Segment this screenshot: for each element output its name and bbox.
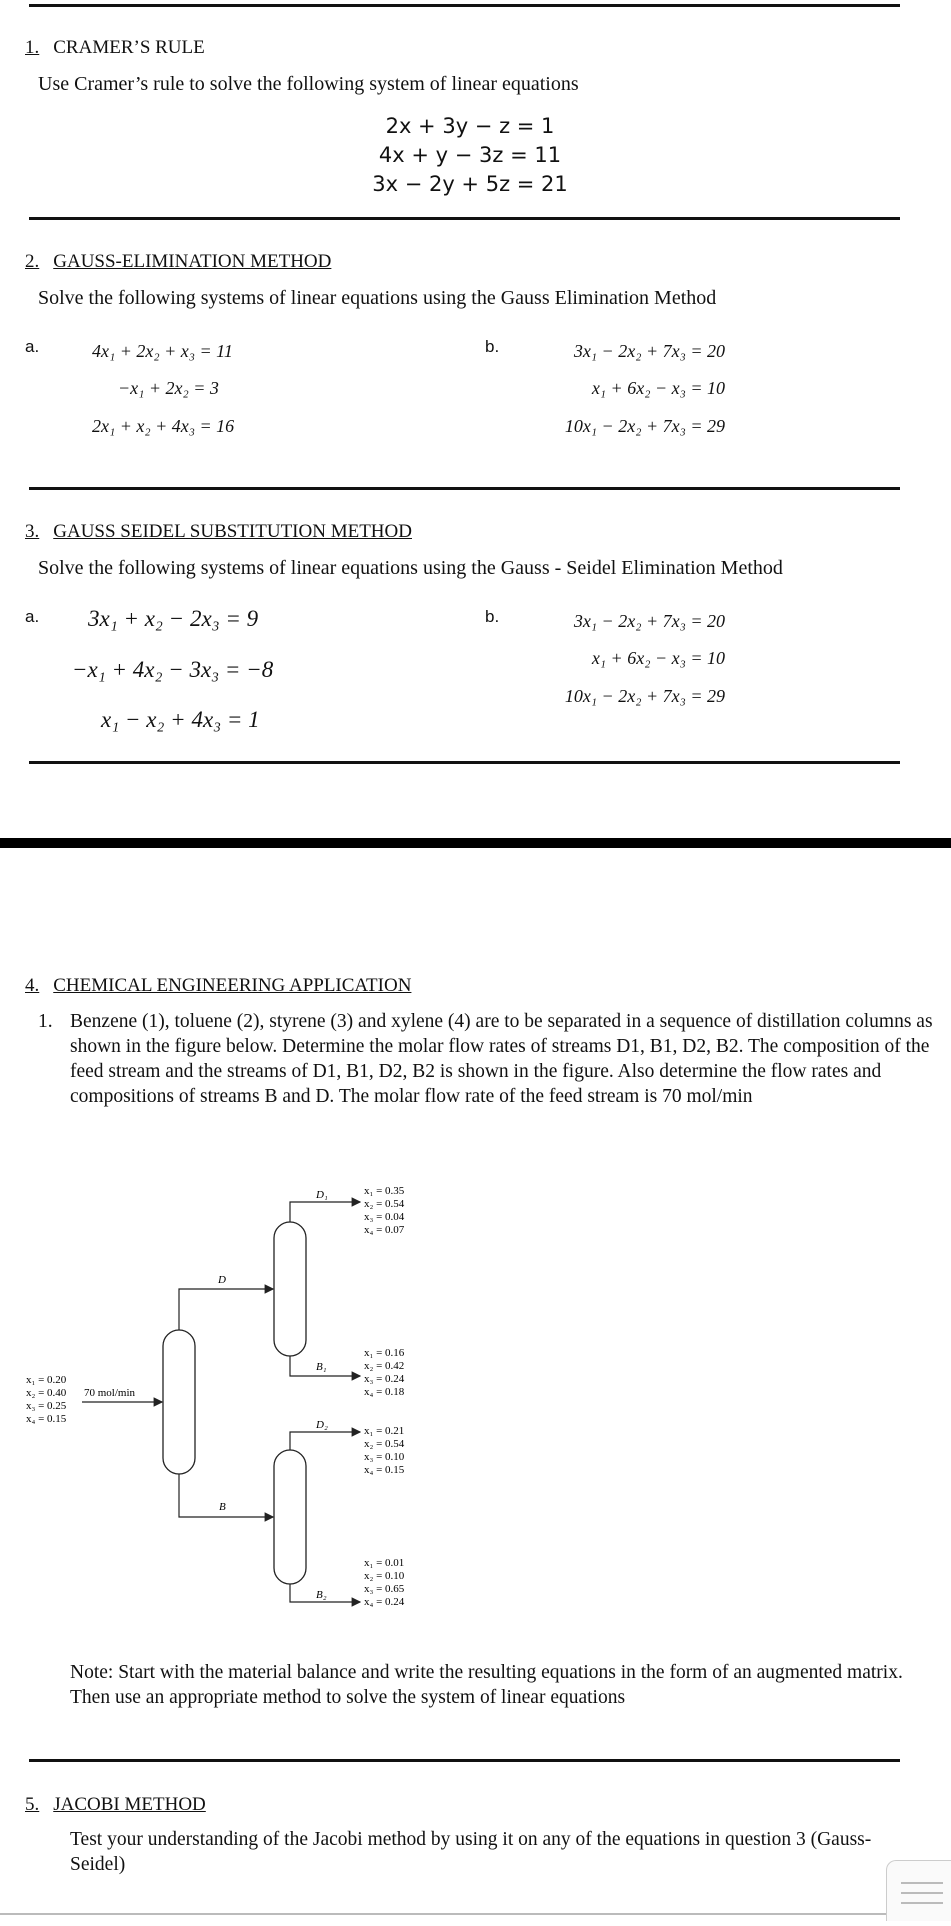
gauss-elim-a-eq1: 4x₁ + 2x₂ + x₃ = 11 bbox=[92, 341, 233, 361]
stream-D2-label: D₂ bbox=[316, 1419, 328, 1431]
section-4-heading: 4. CHEMICAL ENGINEERING APPLICATION bbox=[25, 975, 412, 996]
stream-B bbox=[179, 1474, 273, 1517]
B1-x2: x₂ = 0.42 bbox=[364, 1360, 405, 1372]
gauss-seidel-a-eq1: 3x₁ + x₂ − 2x₃ = 9 bbox=[88, 606, 259, 631]
stream-D bbox=[179, 1289, 273, 1330]
part-a-label: a. bbox=[25, 607, 40, 626]
equation: 4x + y − 3z = 11 bbox=[378, 143, 562, 167]
gauss-seidel-b-eq3: 10x₁ − 2x₂ + 7x₃ = 29 bbox=[564, 686, 725, 706]
divider bbox=[29, 4, 900, 7]
distillation-column-1 bbox=[163, 1330, 195, 1474]
divider bbox=[29, 217, 900, 220]
D1-x2: x₂ = 0.54 bbox=[364, 1198, 405, 1210]
gauss-elim-b-eq1: 3x₁ − 2x₂ + 7x₃ = 20 bbox=[573, 341, 725, 361]
problem-paragraph: Benzene (1), toluene (2), styrene (3) and xylene (4) are to be separated in a sequence of distillation columns as shown in the figure below. Determine the molar flow rates of streams D1, B1, D2, B2. The composition of the feed stream and the streams of D1, B1, D2, B2 is shown in the figure. Also determine the flow rates and compositions of streams B and D. The molar flow rate of the feed stream is 70 mol/min bbox=[70, 1011, 933, 1107]
stream-B2-label: B₂ bbox=[316, 1589, 327, 1601]
B1-x4: x₄ = 0.18 bbox=[364, 1386, 405, 1398]
D1-x3: x₃ = 0.04 bbox=[364, 1211, 405, 1223]
B1-composition bbox=[364, 1347, 405, 1398]
gauss-seidel-a-eq2: −x₁ + 4x₂ − 3x₃ = −8 bbox=[72, 657, 274, 682]
stream-B-label: B bbox=[219, 1501, 226, 1513]
page-break bbox=[0, 838, 951, 848]
divider bbox=[29, 1759, 900, 1762]
gauss-seidel-b-eq1: 3x₁ − 2x₂ + 7x₃ = 20 bbox=[573, 611, 725, 631]
D2-x4: x₄ = 0.15 bbox=[364, 1464, 405, 1476]
equation: 3x − 2y + 5z = 21 bbox=[372, 172, 568, 196]
D2-composition bbox=[364, 1425, 405, 1476]
stream-D2 bbox=[290, 1432, 360, 1450]
feed-x2: x₂ = 0.40 bbox=[26, 1387, 67, 1399]
feed-x1: x₁ = 0.20 bbox=[26, 1374, 67, 1386]
B2-x4: x₄ = 0.24 bbox=[364, 1596, 405, 1608]
B1-x1: x₁ = 0.16 bbox=[364, 1347, 405, 1359]
cramer-equations bbox=[335, 112, 605, 199]
distillation-flow-diagram bbox=[20, 1180, 440, 1620]
B2-x3: x₃ = 0.65 bbox=[364, 1583, 405, 1595]
D1-x4: x₄ = 0.07 bbox=[364, 1224, 405, 1236]
part-b-label: b. bbox=[485, 607, 500, 626]
D2-x3: x₃ = 0.10 bbox=[364, 1451, 405, 1463]
section-2-instruction: Solve the following systems of linear equations using the Gauss Elimination Method bbox=[38, 287, 717, 309]
item-number: 1. bbox=[38, 1011, 53, 1032]
section-1-heading: 1. CRAMER’S RULE bbox=[25, 37, 205, 58]
stream-D-label: D bbox=[218, 1274, 226, 1286]
section-2-heading: 2. GAUSS-ELIMINATION METHOD bbox=[25, 251, 332, 272]
stream-D1-label: D₁ bbox=[316, 1189, 328, 1201]
B2-x2: x₂ = 0.10 bbox=[364, 1570, 405, 1582]
gauss-elim-b-eq2: x₁ + 6x₂ − x₃ = 10 bbox=[591, 378, 725, 398]
part-b-label: b. bbox=[485, 337, 500, 356]
equation: 2x + 3y − z = 1 bbox=[385, 114, 555, 138]
section-5-text: Test your understanding of the Jacobi method by using it on any of the equations in question 3 (Gauss-Seidel) bbox=[70, 1829, 872, 1875]
B2-x1: x₁ = 0.01 bbox=[364, 1557, 405, 1569]
gauss-elim-b-eq3: 10x₁ − 2x₂ + 7x₃ = 29 bbox=[564, 416, 725, 436]
hamburger-menu-icon[interactable] bbox=[886, 1860, 951, 1921]
menu-lines-icon bbox=[887, 1861, 951, 1921]
part-a-label: a. bbox=[25, 337, 40, 356]
section-3-heading: 3. GAUSS SEIDEL SUBSTITUTION METHOD bbox=[25, 521, 412, 542]
B1-x3: x₃ = 0.24 bbox=[364, 1373, 405, 1385]
D2-x2: x₂ = 0.54 bbox=[364, 1438, 405, 1450]
stream-B1-label: B₁ bbox=[316, 1361, 327, 1373]
D1-x1: x₁ = 0.35 bbox=[364, 1185, 405, 1197]
distillation-column-2 bbox=[274, 1222, 306, 1356]
gauss-seidel-a-eq3: x₁ − x₂ + 4x₃ = 1 bbox=[101, 707, 260, 732]
section-1-instruction: Use Cramer’s rule to solve the following system of linear equations bbox=[38, 73, 579, 95]
feed-x3: x₃ = 0.25 bbox=[26, 1400, 67, 1412]
feed-flow-label: 70 mol/min bbox=[84, 1387, 136, 1399]
divider bbox=[29, 487, 900, 490]
section-3-instruction: Solve the following systems of linear equations using the Gauss - Seidel Elimination Method bbox=[38, 557, 783, 579]
B2-composition bbox=[364, 1557, 405, 1608]
divider bbox=[0, 1913, 951, 1915]
D2-x1: x₁ = 0.21 bbox=[364, 1425, 405, 1437]
distillation-column-3 bbox=[274, 1450, 306, 1584]
note-text: Note: Start with the material balance and write the resulting equations in the form of an augmented matrix. Then use an appropriate method to solve the system of linear equations bbox=[70, 1662, 903, 1708]
gauss-elim-a-eq2: −x₁ + 2x₂ = 3 bbox=[118, 378, 219, 398]
divider bbox=[29, 761, 900, 764]
section-5-heading: 5. JACOBI METHOD bbox=[25, 1794, 206, 1815]
feed-x4: x₄ = 0.15 bbox=[26, 1413, 67, 1425]
gauss-elim-a-eq3: 2x₁ + x₂ + 4x₃ = 16 bbox=[92, 416, 235, 436]
stream-D1 bbox=[290, 1202, 360, 1222]
feed-composition bbox=[26, 1374, 67, 1425]
D1-composition bbox=[364, 1185, 405, 1236]
gauss-seidel-b-eq2: x₁ + 6x₂ − x₃ = 10 bbox=[591, 648, 725, 668]
